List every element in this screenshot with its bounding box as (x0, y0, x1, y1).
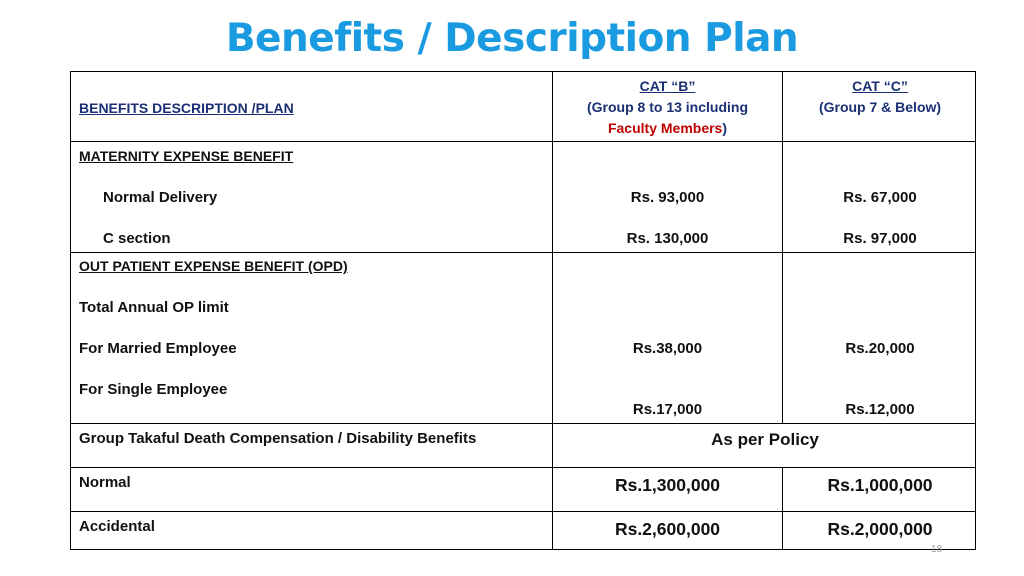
header-cat-b-group: (Group 8 to 13 including (587, 99, 748, 115)
normal-cat-c: Rs.1,000,000 (827, 475, 933, 495)
row-divider (71, 423, 975, 424)
accidental-label: Accidental (79, 518, 155, 535)
row-divider (71, 141, 975, 142)
header-cat-c-group: (Group 7 & Below) (818, 99, 942, 115)
accidental-cat-b: Rs.2,600,000 (614, 519, 721, 539)
normal-cat-b: Rs.1,300,000 (614, 475, 721, 495)
maternity-heading: MATERNITY EXPENSE BENEFIT (79, 148, 294, 164)
row-divider (71, 252, 975, 253)
total-op-limit-label: Total Annual OP limit (79, 299, 229, 316)
takaful-value: As per Policy (711, 430, 819, 449)
header-cat-b-faculty (553, 120, 782, 136)
c-section-cat-c: Rs. 97,000 (843, 230, 917, 247)
normal-delivery-label: Normal Delivery (103, 189, 218, 206)
header-benefits-description: BENEFITS DESCRIPTION /PLAN (79, 100, 294, 116)
takaful-label: Group Takaful Death Compensation / Disability Benefits (79, 430, 477, 447)
opd-heading: OUT PATIENT EXPENSE BENEFIT (OPD) (79, 258, 348, 274)
header-cat-b-faculty-text: Faculty Members (607, 120, 723, 136)
header-cat-b-paren: ) (722, 120, 728, 136)
c-section-cat-b: Rs. 130,000 (626, 230, 709, 247)
married-employee-cat-b: Rs.38,000 (632, 340, 703, 357)
col-divider (782, 72, 783, 423)
single-employee-label: For Single Employee (79, 381, 228, 398)
single-employee-cat-b: Rs.17,000 (632, 401, 703, 418)
accidental-cat-c: Rs.2,000,000 (827, 519, 933, 539)
normal-label: Normal (79, 474, 131, 491)
single-employee-cat-c: Rs.12,000 (845, 401, 915, 418)
married-employee-cat-c: Rs.20,000 (845, 340, 915, 357)
page-title: Benefits / Description Plan (225, 16, 799, 61)
page-number: 18 (931, 544, 943, 555)
benefits-table (70, 71, 976, 550)
row-divider (71, 511, 975, 512)
married-employee-label: For Married Employee (79, 340, 237, 357)
normal-delivery-cat-c: Rs. 67,000 (843, 189, 917, 206)
c-section-label: C section (103, 230, 171, 247)
normal-delivery-cat-b: Rs. 93,000 (630, 189, 705, 206)
header-cat-b-title: CAT “B” (639, 78, 696, 94)
header-cat-c-title: CAT “C” (852, 78, 908, 94)
row-divider (71, 467, 975, 468)
